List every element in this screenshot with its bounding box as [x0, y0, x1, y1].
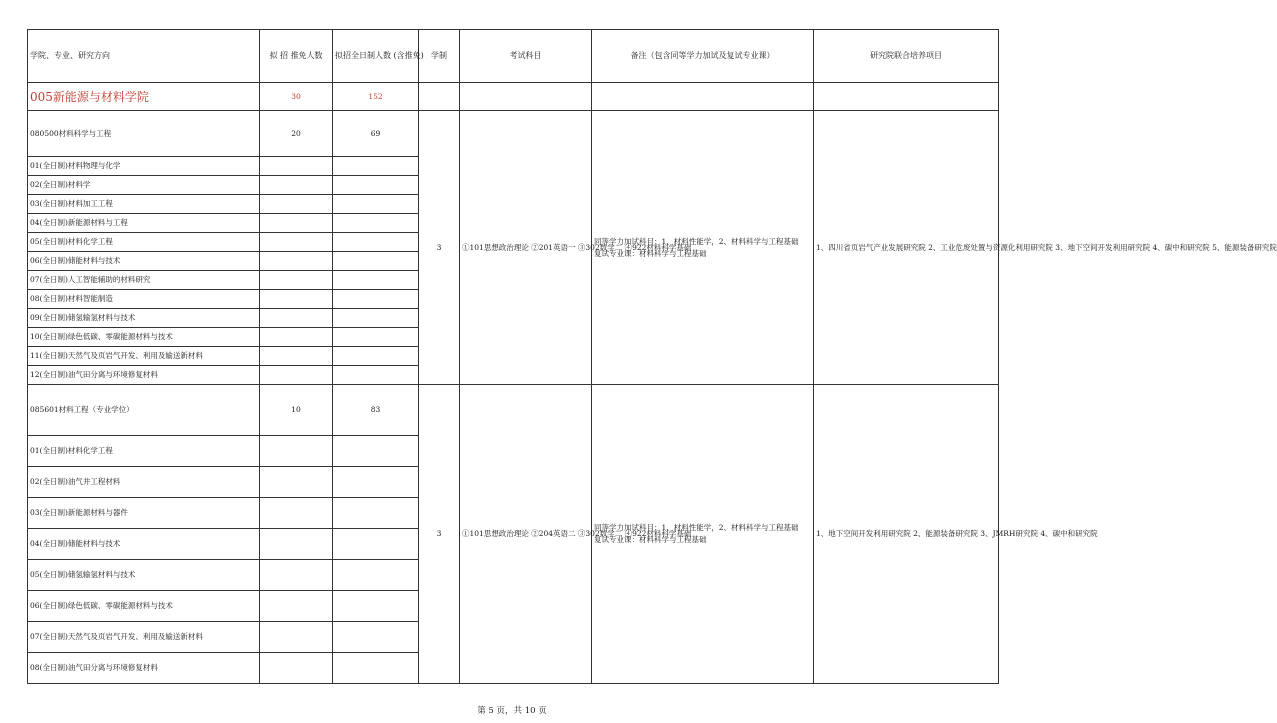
direction-fulltime-cell — [333, 176, 419, 195]
direction-fulltime-cell — [333, 347, 419, 366]
retest-course-remark: 复试专业课：材料科学与工程基础 — [594, 248, 707, 258]
college-recommended: 30 — [260, 83, 333, 111]
enrollment-table — [27, 29, 1277, 684]
direction-recommended-cell — [260, 157, 333, 176]
college-row — [28, 83, 999, 111]
college-fulltime: 152 — [333, 83, 419, 111]
college-remarks-cell — [592, 83, 814, 111]
program-row — [28, 385, 999, 436]
direction-fulltime-cell — [333, 195, 419, 214]
direction-fulltime-cell — [333, 328, 419, 347]
direction-recommended-cell — [260, 529, 333, 560]
direction-name: 12(全日制)油气田分离与环境修复材料 — [28, 366, 260, 385]
direction-name: 08(全日制)油气田分离与环境修复材料 — [28, 653, 260, 684]
equivalent-exam-remark: 同等学力加试科目：1、材料性能学，2、材料科学与工程基础 — [594, 523, 799, 532]
direction-recommended-cell — [260, 467, 333, 498]
header-duration: 学制 — [419, 30, 460, 83]
direction-name: 03(全日制)新能源材料与器件 — [28, 498, 260, 529]
direction-name: 05(全日制)储氢输氢材料与技术 — [28, 560, 260, 591]
direction-recommended-cell — [260, 176, 333, 195]
direction-fulltime-cell — [333, 622, 419, 653]
direction-recommended-cell — [260, 195, 333, 214]
program-row — [28, 111, 999, 157]
program-fulltime: 69 — [333, 111, 419, 157]
direction-name: 07(全日制)人工智能辅助的材料研究 — [28, 271, 260, 290]
direction-fulltime-cell — [333, 560, 419, 591]
direction-fulltime-cell — [333, 653, 419, 684]
direction-recommended-cell — [260, 436, 333, 467]
program-exam-subjects: ①101思想政治理论 ②201英语一 ③302数学二 ④922材料科学基础 — [460, 111, 592, 385]
direction-name: 04(全日制)新能源材料与工程 — [28, 214, 260, 233]
direction-name: 01(全日制)材料物理与化学 — [28, 157, 260, 176]
direction-recommended-cell — [260, 622, 333, 653]
direction-recommended-cell — [260, 498, 333, 529]
college-duration-cell — [419, 83, 460, 111]
college-research-cell — [814, 83, 999, 111]
direction-fulltime-cell — [333, 366, 419, 385]
retest-course-remark: 复试专业课：材料科学与工程基础 — [594, 535, 707, 544]
direction-recommended-cell — [260, 214, 333, 233]
program-name: 085601材料工程（专业学位） — [28, 385, 260, 436]
program-duration: 3 — [419, 111, 460, 385]
direction-name: 04(全日制)储能材料与技术 — [28, 529, 260, 560]
header-research: 研究院联合培养项目 — [814, 30, 999, 83]
program-fulltime: 83 — [333, 385, 419, 436]
direction-fulltime-cell — [333, 157, 419, 176]
page-number: 第 5 页，共 10 页 — [477, 706, 547, 716]
direction-recommended-cell — [260, 591, 333, 622]
header-college-major: 学院、专业、研究方向 — [28, 30, 260, 83]
direction-fulltime-cell — [333, 498, 419, 529]
direction-recommended-cell — [260, 309, 333, 328]
header-exam: 考试科目 — [460, 30, 592, 83]
equivalent-exam-remark: 同等学力加试科目：1、材料性能学，2、材料科学与工程基础 — [594, 236, 799, 246]
program-1-group — [28, 111, 1277, 385]
header-recommended: 拟 招 推免人数 — [260, 30, 333, 83]
direction-name: 02(全日制)油气井工程材料 — [28, 467, 260, 498]
direction-recommended-cell — [260, 271, 333, 290]
header-row — [28, 30, 999, 83]
header-remarks: 备注（包含同等学力加试及复试专业课） — [592, 30, 814, 83]
direction-recommended-cell — [260, 252, 333, 271]
direction-fulltime-cell — [333, 271, 419, 290]
direction-recommended-cell — [260, 233, 333, 252]
program-recommended: 10 — [260, 385, 333, 436]
direction-fulltime-cell — [333, 529, 419, 560]
college-name: 005新能源与材料学院 — [28, 83, 260, 111]
direction-name: 06(全日制)绿色低碳、零碳能源材料与技术 — [28, 591, 260, 622]
direction-name: 10(全日制)绿色低碳、零碳能源材料与技术 — [28, 328, 260, 347]
direction-fulltime-cell — [333, 290, 419, 309]
program-research-institutes: 1、四川省页岩气产业发展研究院 2、工业危废处置与资源化利用研究院 3、地下空间开发利用研究院 4、碳中和研究院 5、能源装备研究院 — [814, 111, 999, 385]
direction-fulltime-cell — [333, 467, 419, 498]
direction-name: 07(全日制)天然气及页岩气开发、利用及输送新材料 — [28, 622, 260, 653]
direction-recommended-cell — [260, 328, 333, 347]
direction-fulltime-cell — [333, 252, 419, 271]
direction-name: 02(全日制)材料学 — [28, 176, 260, 195]
direction-fulltime-cell — [333, 233, 419, 252]
direction-name: 09(全日制)储氢输氢材料与技术 — [28, 309, 260, 328]
program-name: 080500材料科学与工程 — [28, 111, 260, 157]
direction-recommended-cell — [260, 290, 333, 309]
direction-recommended-cell — [260, 347, 333, 366]
direction-name: 06(全日制)储能材料与技术 — [28, 252, 260, 271]
direction-recommended-cell — [260, 653, 333, 684]
program-2-group — [28, 385, 1098, 684]
program-recommended: 20 — [260, 111, 333, 157]
direction-fulltime-cell — [333, 591, 419, 622]
program-research-institutes: 1、地下空间开发利用研究院 2、能源装备研究院 3、JMRH研究院 4、碳中和研究院 — [814, 385, 999, 684]
direction-recommended-cell — [260, 366, 333, 385]
program-exam-subjects: ①101思想政治理论 ②204英语二 ③302数学二 ④922材料科学基础 — [460, 385, 592, 684]
college-exam-cell — [460, 83, 592, 111]
direction-name: 11(全日制)天然气及页岩气开发、利用及输送新材料 — [28, 347, 260, 366]
direction-fulltime-cell — [333, 309, 419, 328]
direction-name: 03(全日制)材料加工工程 — [28, 195, 260, 214]
direction-name: 01(全日制)材料化学工程 — [28, 436, 260, 467]
direction-fulltime-cell — [333, 214, 419, 233]
direction-recommended-cell — [260, 560, 333, 591]
direction-fulltime-cell — [333, 436, 419, 467]
direction-name: 05(全日制)材料化学工程 — [28, 233, 260, 252]
program-duration: 3 — [419, 385, 460, 684]
header-fulltime: 拟招全日制人数 (含推免) — [333, 30, 419, 83]
direction-name: 08(全日制)材料智能制造 — [28, 290, 260, 309]
